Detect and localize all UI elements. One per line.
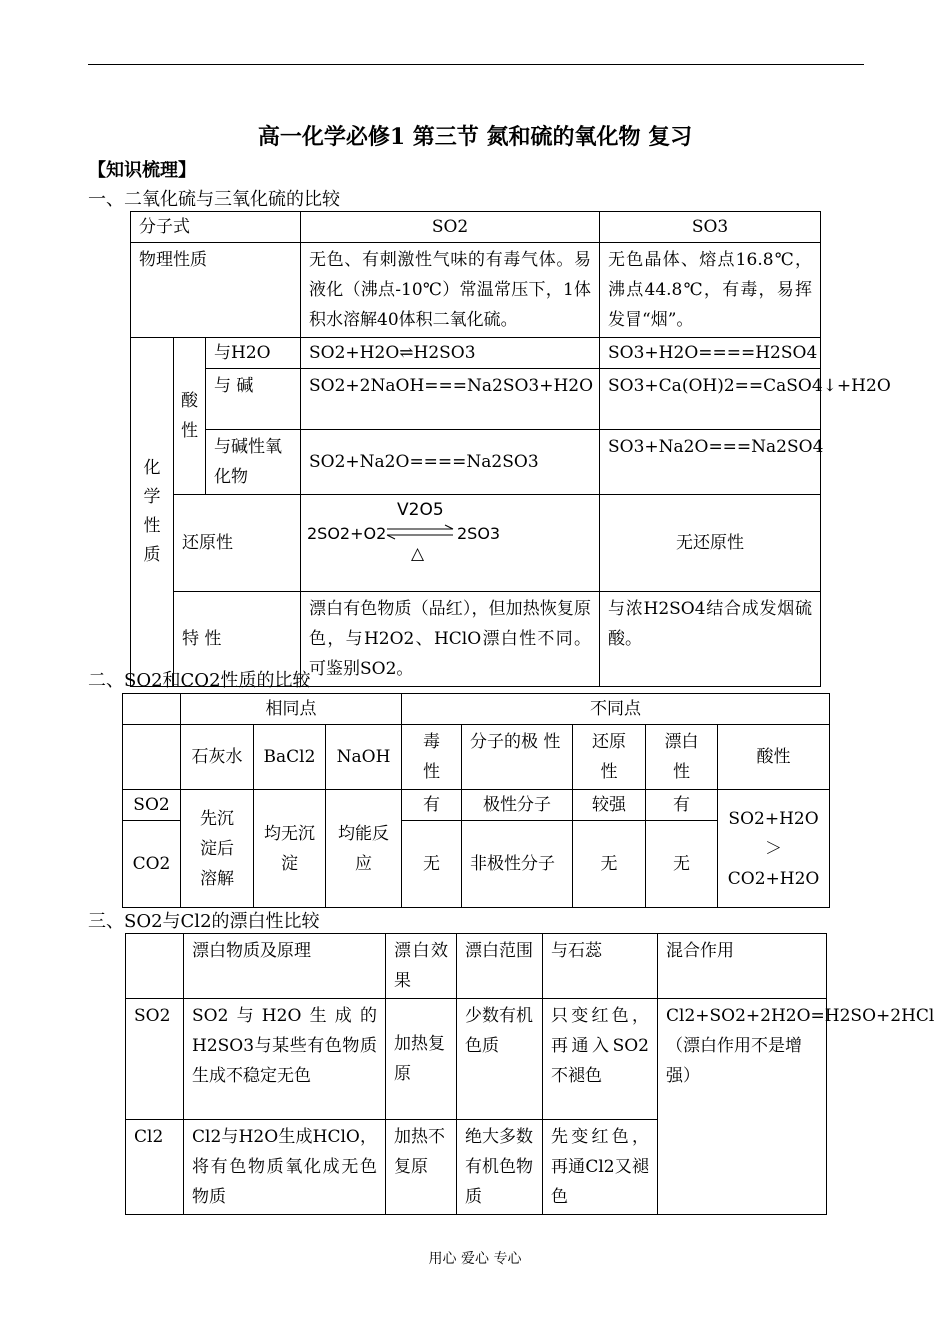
so2-principle: SO2与H2O生成的H2SO3与某些有色物质生成不稳定无色	[184, 999, 386, 1120]
with-base-so3: SO3+Ca(OH)2==CaSO4↓+H2O	[600, 369, 821, 430]
row-cl2-label: Cl2	[126, 1120, 184, 1215]
section2-heading: 二、SO2和CO2性质的比较	[88, 670, 311, 691]
reducing-label: 还原性	[174, 495, 301, 592]
special-so3: 与浓H2SO4结合成发烟硫酸。	[600, 592, 821, 687]
with-water-label: 与H2O	[206, 338, 301, 369]
header-effect: 漂白效果	[386, 934, 457, 999]
cl2-principle: Cl2与H2O生成HClO，将有色物质氧化成无色物质	[184, 1120, 386, 1215]
section1-heading: 一、二氧化硫与三氧化硫的比较	[88, 189, 340, 210]
reactants: 2SO2+O2	[307, 524, 387, 543]
limewater-value: 先沉淀后溶解	[181, 790, 254, 908]
polarity-header: 分子的极 性	[462, 725, 573, 790]
with-water-so3: SO3+H2O====H2SO4	[600, 338, 821, 369]
chemical-label: 化学性质	[131, 338, 174, 687]
so2-reducibility: 较强	[573, 790, 646, 821]
page-title: 高一化学必修1 第三节 氮和硫的氧化物 复习	[257, 124, 693, 150]
acidity-top: SO2+H2O	[728, 808, 819, 829]
so2-co2-table	[122, 693, 830, 908]
acidity-comparison	[718, 790, 830, 908]
header-formula: 分子式	[131, 212, 301, 243]
header-so3: SO3	[600, 212, 821, 243]
naoh-value: 均能反应	[326, 790, 402, 908]
so2-so3-table	[130, 211, 891, 687]
acidity-bottom: CO2+H2O	[727, 868, 820, 889]
acidic-label: 酸性	[174, 338, 206, 495]
section3-heading: 三、SO2与Cl2的漂白性比较	[88, 911, 320, 932]
cl2-effect: 加热不复原	[386, 1120, 457, 1215]
physical-label: 物理性质	[131, 243, 301, 338]
page-footer: 用心 爱心 专心	[428, 1251, 522, 1267]
with-oxide-so2: SO2+Na2O====Na2SO3	[301, 430, 600, 495]
co2-reducibility: 无	[573, 821, 646, 908]
toxicity-header: 毒性	[402, 725, 462, 790]
knowledge-label: 【知识梳理】	[88, 160, 196, 181]
limewater-header: 石灰水	[181, 725, 254, 790]
co2-polarity: 非极性分子	[462, 821, 573, 908]
blank-corner	[123, 694, 181, 725]
reducing-so3: 无还原性	[600, 495, 821, 592]
header-principle: 漂白物质及原理	[184, 934, 386, 999]
same-points-header: 相同点	[181, 694, 402, 725]
reducibility-header: 还原性	[573, 725, 646, 790]
header-mixing: 混合作用	[658, 934, 827, 999]
co2-toxicity: 无	[402, 821, 462, 908]
greater-than-icon: ＞	[765, 838, 783, 859]
header-litmus: 与石蕊	[543, 934, 658, 999]
blank-cell	[123, 725, 181, 790]
co2-bleaching: 无	[646, 821, 718, 908]
header-range: 漂白范围	[457, 934, 543, 999]
row-co2-label: CO2	[123, 821, 181, 908]
naoh-header: NaOH	[326, 725, 402, 790]
so2-bleaching: 有	[646, 790, 718, 821]
header-so2: SO2	[301, 212, 600, 243]
with-base-so2: SO2+2NaOH===Na2SO3+H2O	[301, 369, 600, 430]
so2-litmus: 只变红色，再通入SO2不褪色	[543, 999, 658, 1120]
heat-icon: △	[411, 544, 425, 564]
products: 2SO3	[457, 524, 501, 543]
reducing-so2	[301, 495, 600, 592]
row-so2-label: SO2	[123, 790, 181, 821]
special-so2: 漂白有色物质（品红），但加热恢复原色，与H2O2、HClO漂白性不同。可鉴别SO2。	[301, 592, 600, 687]
bacl2-value: 均无沉淀	[254, 790, 326, 908]
so2-toxicity: 有	[402, 790, 462, 821]
acidity-header: 酸性	[718, 725, 830, 790]
mixing-effect: Cl2+SO2+2H2O=H2SO+2HCl（漂白作用不是增强）	[658, 999, 827, 1215]
with-oxide-label: 与碱性氧化物	[206, 430, 301, 495]
with-water-so2: SO2+H2O⇌H2SO3	[301, 338, 600, 369]
bleaching-header: 漂白性	[646, 725, 718, 790]
cl2-litmus: 先变红色，再通Cl2又褪色	[543, 1120, 658, 1215]
header-rule	[88, 64, 864, 65]
bacl2-header: BaCl2	[254, 725, 326, 790]
with-oxide-so3: SO3+Na2O===Na2SO4	[600, 430, 821, 495]
physical-so2: 无色、有刺激性气味的有毒气体。易液化（沸点-10℃）常温常压下，1体积水溶解40体积二氧化硫。	[301, 243, 600, 338]
so2-polarity: 极性分子	[462, 790, 573, 821]
with-base-label: 与 碱	[206, 369, 301, 430]
different-points-header: 不同点	[402, 694, 830, 725]
bleaching-comparison-table	[125, 933, 935, 1215]
physical-so3: 无色晶体、熔点16.8℃，沸点44.8℃，有毒，易挥发冒“烟”。	[600, 243, 821, 338]
row-so2-label: SO2	[126, 999, 184, 1120]
so2-range: 少数有机色质	[457, 999, 543, 1120]
so2-effect: 加热复原	[386, 999, 457, 1120]
reversible-reaction-equation	[307, 495, 507, 581]
special-label: 特 性	[174, 592, 301, 687]
cl2-range: 绝大多数有机色物质	[457, 1120, 543, 1215]
blank-corner	[126, 934, 184, 999]
catalyst-label: V2O5	[397, 500, 444, 520]
